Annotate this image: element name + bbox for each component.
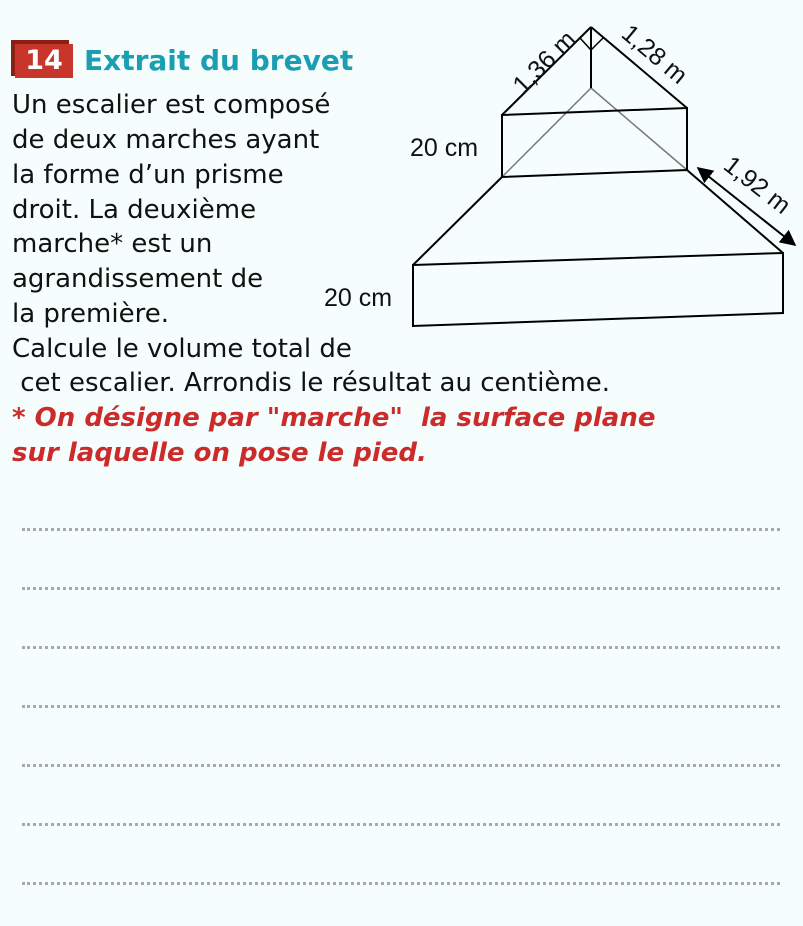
dim-height-upper-label: 20 cm [410,134,479,162]
hidden-edges [502,88,687,177]
exercise-title: Extrait du brevet [84,44,354,77]
statement-line: cet escalier. Arrondis le résultat au centième. [12,368,610,398]
statement-line: marche* est un [12,229,213,259]
answer-line[interactable] [22,823,780,826]
exercise-number-badge [11,40,73,78]
statement-line: la forme d’un prisme [12,160,284,190]
answer-line[interactable] [22,587,780,590]
footnote-line: * On désigne par "marche" la surface plane [12,403,656,433]
staircase-figure [320,0,803,340]
lower-step [413,170,783,326]
exercise-number: 14 [15,44,73,78]
answer-line[interactable] [22,528,780,531]
dim-height-lower-label: 20 cm [324,284,393,312]
answer-line[interactable] [22,646,780,649]
dim-right-top-label: 1,28 m [616,19,693,90]
answer-line[interactable] [22,882,780,885]
statement-line: de deux marches ayant [12,125,320,155]
footnote-line: sur laquelle on pose le pied. [12,438,427,468]
dim-lower-side-label: 1,92 m [718,150,796,220]
statement-line: droit. La deuxième [12,195,257,225]
statement-line: la première. [12,299,169,329]
dim-left-top-label: 1,36 m [507,25,582,100]
statement-line: Calcule le volume total de [12,334,352,364]
statement-line: Un escalier est composé [12,90,331,120]
answer-line[interactable] [22,705,780,708]
statement-line: agrandissement de [12,264,264,294]
answer-line[interactable] [22,764,780,767]
